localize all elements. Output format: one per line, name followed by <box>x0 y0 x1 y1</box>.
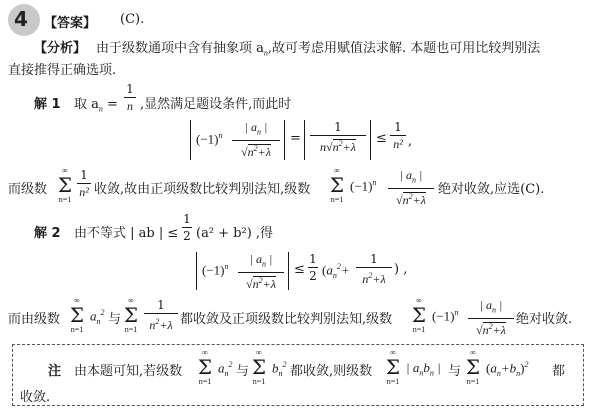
solution1-series-post: 绝对收敛,应选(C). <box>438 182 545 197</box>
solution2-series-pre: 而由级数 <box>8 312 61 327</box>
sum-symbol: ∞ Σ n=1 <box>69 296 85 334</box>
note-label: 注 <box>48 364 62 379</box>
solution2-intro: 由不等式 | ab | ≤ <box>74 226 179 241</box>
solution-page: 4 【答案】 (C). 【分析】 由于级数通项中含有抽象项 $a_n$,故可考虑用赋值法求解. 本题也可用比较判别法 直接推得正确选项. 解 1 取 $a_n$ = 1 n ,显然满足题设条件,而此时 $(-1)^n$ | $a_n$ | $√n^2+\lambda$ = 1 $n√n^2+\lambda$ ≤ 1 n² , 而级数 ∞ Σ n=1 1 n² 收敛,故由正项级数比较判别法知,级数 ∞ Σ n=1 $(-1)^n$ | $a_n$ | $√n^2+\lambda$ 绝对收敛,应选(C). 解 2 由不等式 | ab | ≤ 1 2 (a² + b²) ,得 $(-1)^n$ | $a_n$ | $√n^2+\lambda$ ≤ 1 2 ($a_n^2+$ 1 $n^2+\lambda$ ) , 而由级数 ∞ Σ n=1 $a_n^2$ 与 ∞ Σ n=1 1 $n^2+\lambda$ 都收敛及正项级数比较判别法知,级数 ∞ Σ n=1 $(-1)^n$ | $a_n$ | $√n^2+\lambda$ 绝对收敛. 注 由本题可知,若级数 ∞ Σ n=1 $a_n^2$ 与 ∞ Σ n=1 $b_n^2$ 都收敛,则级数 ∞ Σ n=1 | $a_nb_n$ | 与 ∞ Σ n=1 $(a_n+b_n)^2$ 都 收敛. <box>0 0 592 412</box>
problem-number: 4 <box>14 7 28 31</box>
solution2-series-post: 绝对收敛. <box>516 312 573 327</box>
fraction-1-over-n: 1 n <box>124 82 136 113</box>
sum-symbol: ∞ Σ n=1 <box>197 348 213 386</box>
note-text-line2: 收敛. <box>20 390 51 405</box>
term-fraction: | $a_n$ | $√n^2+\lambda$ <box>388 168 434 207</box>
solution1-series-pre: 而级数 <box>8 182 48 197</box>
solution1-intro-tail: ,显然满足题设条件,而此时 <box>140 97 292 112</box>
fraction-half: 1 2 <box>183 212 191 243</box>
sum-symbol: ∞ Σ n=1 <box>57 166 73 204</box>
analysis-text-1: 由于级数通项中含有抽象项 $a_n$,故可考虑用赋值法求解. 本题也可用比较判别法 <box>96 41 541 58</box>
note-text-post: 都 <box>552 364 566 379</box>
solution2-label: 解 2 <box>34 226 61 241</box>
and-word: 与 <box>108 312 122 327</box>
term-abs-anbn: | $a_nb_n$ | <box>406 360 441 378</box>
sum-symbol: ∞ Σ n=1 <box>385 348 401 386</box>
fraction-1-over-n2-plus-lambda: 1 $n^2+\lambda$ <box>144 298 178 332</box>
solution1-label: 解 1 <box>34 97 61 112</box>
note-text-mid: 都收敛,则级数 <box>290 364 373 379</box>
sign-factor: $(-1)^n$ <box>432 308 459 324</box>
term-fraction: | $a_n$ | $√n^2+\lambda$ <box>468 298 514 337</box>
analysis-text-2: 直接推得正确选项. <box>8 63 117 78</box>
note-text-pre: 由本题可知,若级数 <box>74 364 183 379</box>
answer-label: 【答案】 <box>44 16 97 31</box>
solution2-intro-tail: (a² + b²) ,得 <box>196 226 274 241</box>
solution1-intro: 取 $a_n$ = <box>74 97 118 114</box>
term-an-squared: $a_n^2$ <box>90 308 105 326</box>
term-an-squared: $a_n^2$ <box>218 360 233 378</box>
fraction-1-over-n2: 1 n² <box>77 168 91 199</box>
analysis-label: 【分析】 <box>34 41 87 56</box>
sum-symbol: ∞ Σ n=1 <box>465 348 481 386</box>
solution1-series-mid: 收敛,故由正项级数比较判别法知,级数 <box>94 182 311 197</box>
sign-factor: $(-1)^n$ <box>350 178 377 194</box>
term-bn-squared: $b_n^2$ <box>272 360 287 378</box>
answer-value: (C). <box>120 12 145 27</box>
note-and-1: 与 <box>236 364 250 379</box>
sum-symbol: ∞ Σ n=1 <box>251 348 267 386</box>
sum-symbol: ∞ Σ n=1 <box>123 296 139 334</box>
sum-symbol: ∞ Σ n=1 <box>411 296 427 334</box>
sum-symbol: ∞ Σ n=1 <box>329 166 345 204</box>
note-and-2: 与 <box>448 364 462 379</box>
solution2-series-mid: 都收敛及正项级数比较判别法知,级数 <box>180 312 393 327</box>
term-sum-squared: $(a_n+b_n)^2$ <box>486 360 529 378</box>
